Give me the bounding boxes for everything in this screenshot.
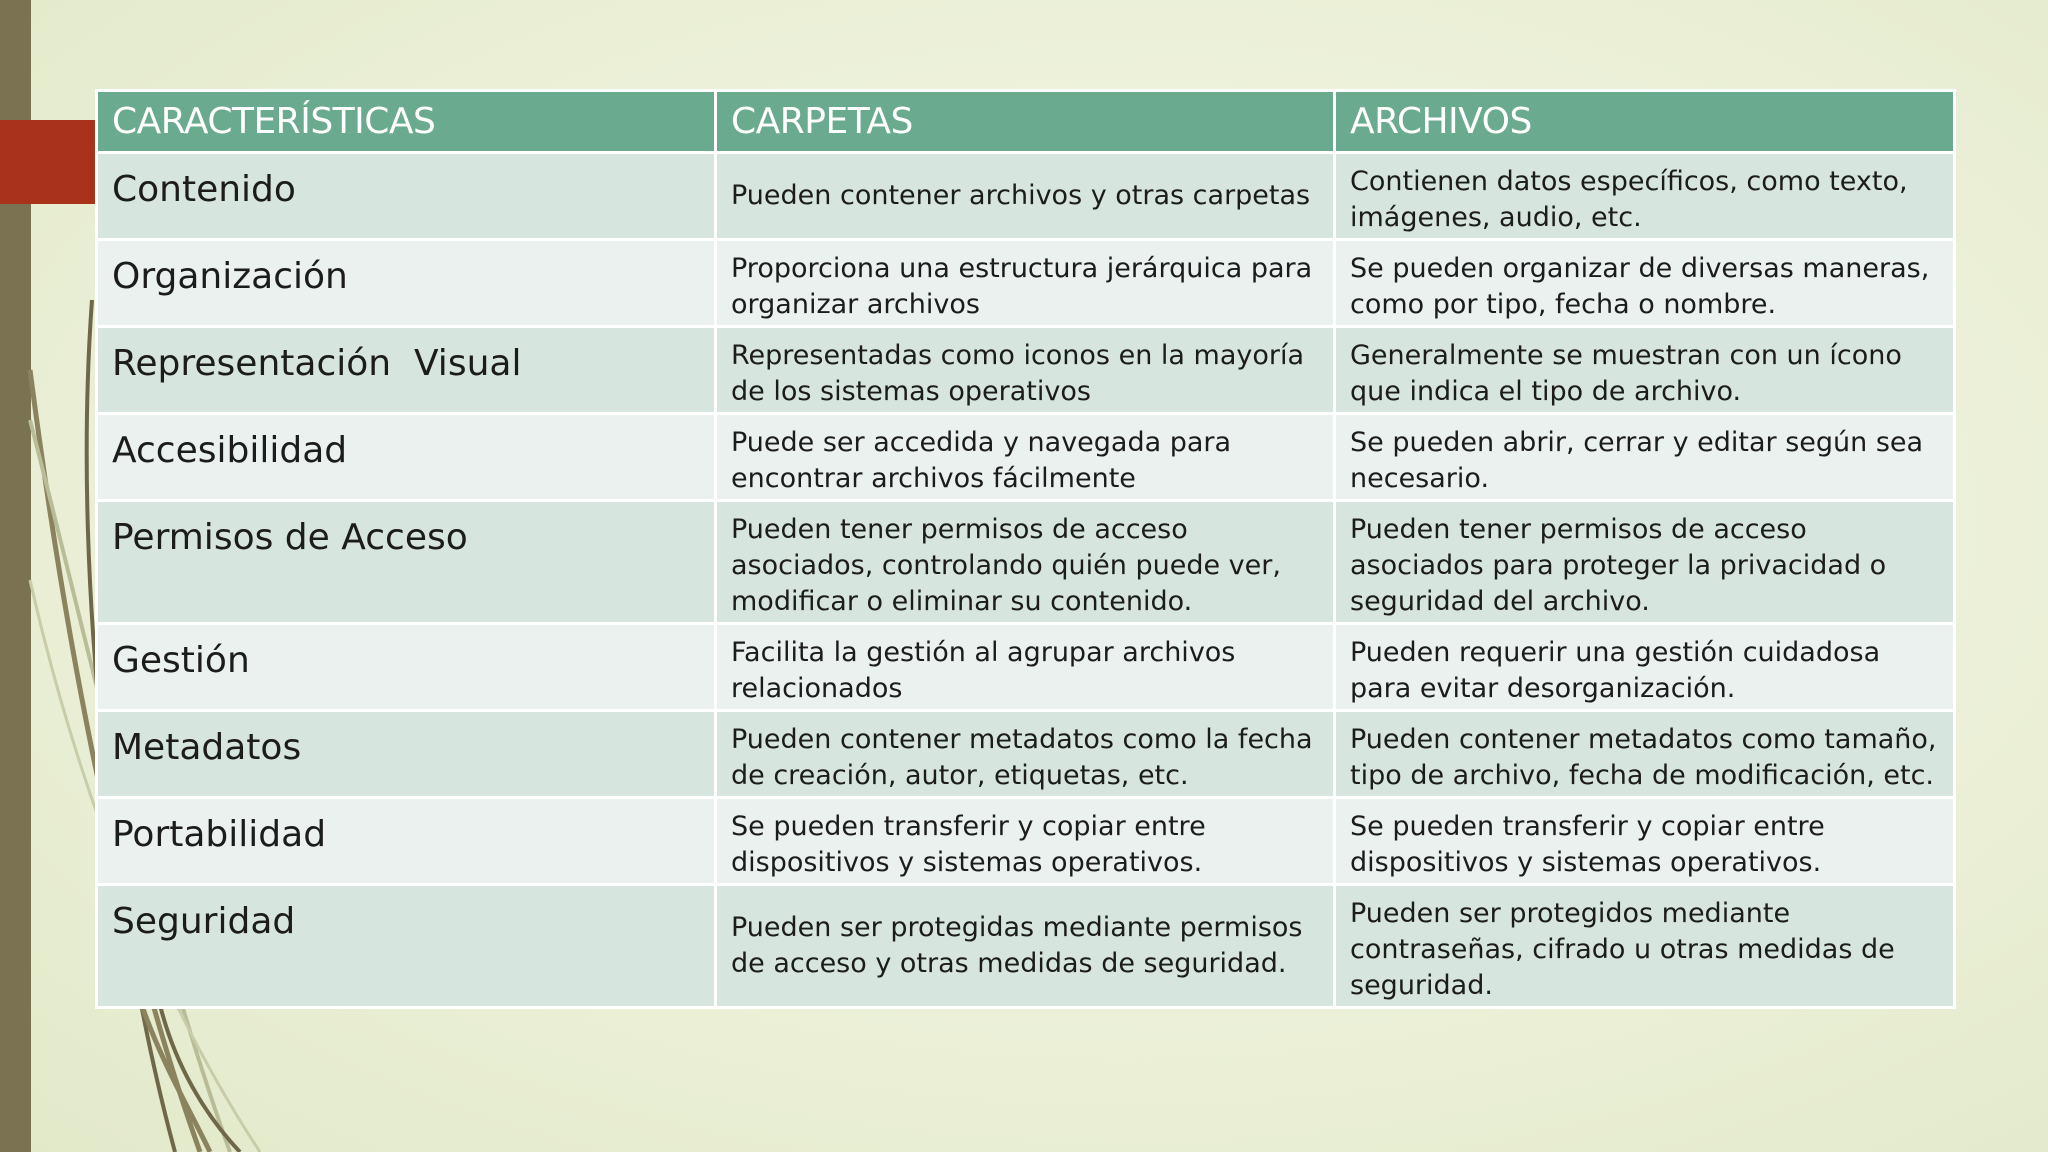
- table-row: [97, 711, 1955, 798]
- header-archivos: ARCHIVOS: [1335, 91, 1955, 153]
- feature-cell: Permisos de Acceso: [97, 501, 716, 624]
- folders-cell: Facilita la gestión al agrupar archivos relacionados: [716, 624, 1335, 711]
- header-caracteristicas: CARACTERÍSTICAS: [97, 91, 716, 153]
- files-cell: Contienen datos específicos, como texto, imágenes, audio, etc.: [1335, 153, 1955, 240]
- folders-cell: Pueden contener metadatos como la fecha de creación, autor, etiquetas, etc.: [716, 711, 1335, 798]
- table-row: [97, 885, 1955, 1008]
- files-cell: Se pueden abrir, cerrar y editar según sea necesario.: [1335, 414, 1955, 501]
- table-header-row: [97, 91, 1955, 153]
- table-row: [97, 624, 1955, 711]
- files-cell: Pueden requerir una gestión cuidadosa para evitar desorganización.: [1335, 624, 1955, 711]
- table-row: [97, 501, 1955, 624]
- feature-cell: Organización: [97, 240, 716, 327]
- files-cell: Pueden contener metadatos como tamaño, tipo de archivo, fecha de modificación, etc.: [1335, 711, 1955, 798]
- feature-cell: Accesibilidad: [97, 414, 716, 501]
- feature-cell: Portabilidad: [97, 798, 716, 885]
- accent-tab: [0, 120, 96, 204]
- files-cell: Se pueden transferir y copiar entre dispositivos y sistemas operativos.: [1335, 798, 1955, 885]
- folders-cell: Pueden tener permisos de acceso asociados, controlando quién puede ver, modificar o eliminar su contenido.: [716, 501, 1335, 624]
- feature-cell: Gestión: [97, 624, 716, 711]
- table-row: [97, 240, 1955, 327]
- folders-cell: Se pueden transferir y copiar entre dispositivos y sistemas operativos.: [716, 798, 1335, 885]
- header-carpetas: CARPETAS: [716, 91, 1335, 153]
- table-row: [97, 153, 1955, 240]
- files-cell: Generalmente se muestran con un ícono que indica el tipo de archivo.: [1335, 327, 1955, 414]
- table-row: [97, 798, 1955, 885]
- feature-cell: Representación Visual: [97, 327, 716, 414]
- feature-cell: Metadatos: [97, 711, 716, 798]
- files-cell: Pueden ser protegidos mediante contraseñas, cifrado u otras medidas de seguridad.: [1335, 885, 1955, 1008]
- folders-cell: Pueden contener archivos y otras carpetas: [716, 153, 1335, 240]
- feature-cell: Contenido: [97, 153, 716, 240]
- folders-cell: Puede ser accedida y navegada para encontrar archivos fácilmente: [716, 414, 1335, 501]
- feature-cell: Seguridad: [97, 885, 716, 1008]
- comparison-table: [95, 89, 1956, 1009]
- files-cell: Pueden tener permisos de acceso asociados para proteger la privacidad o seguridad del archivo.: [1335, 501, 1955, 624]
- table-row: [97, 414, 1955, 501]
- folders-cell: Representadas como iconos en la mayoría de los sistemas operativos: [716, 327, 1335, 414]
- table-row: [97, 327, 1955, 414]
- folders-cell: Pueden ser protegidas mediante permisos de acceso y otras medidas de seguridad.: [716, 885, 1335, 1008]
- files-cell: Se pueden organizar de diversas maneras, como por tipo, fecha o nombre.: [1335, 240, 1955, 327]
- folders-cell: Proporciona una estructura jerárquica para organizar archivos: [716, 240, 1335, 327]
